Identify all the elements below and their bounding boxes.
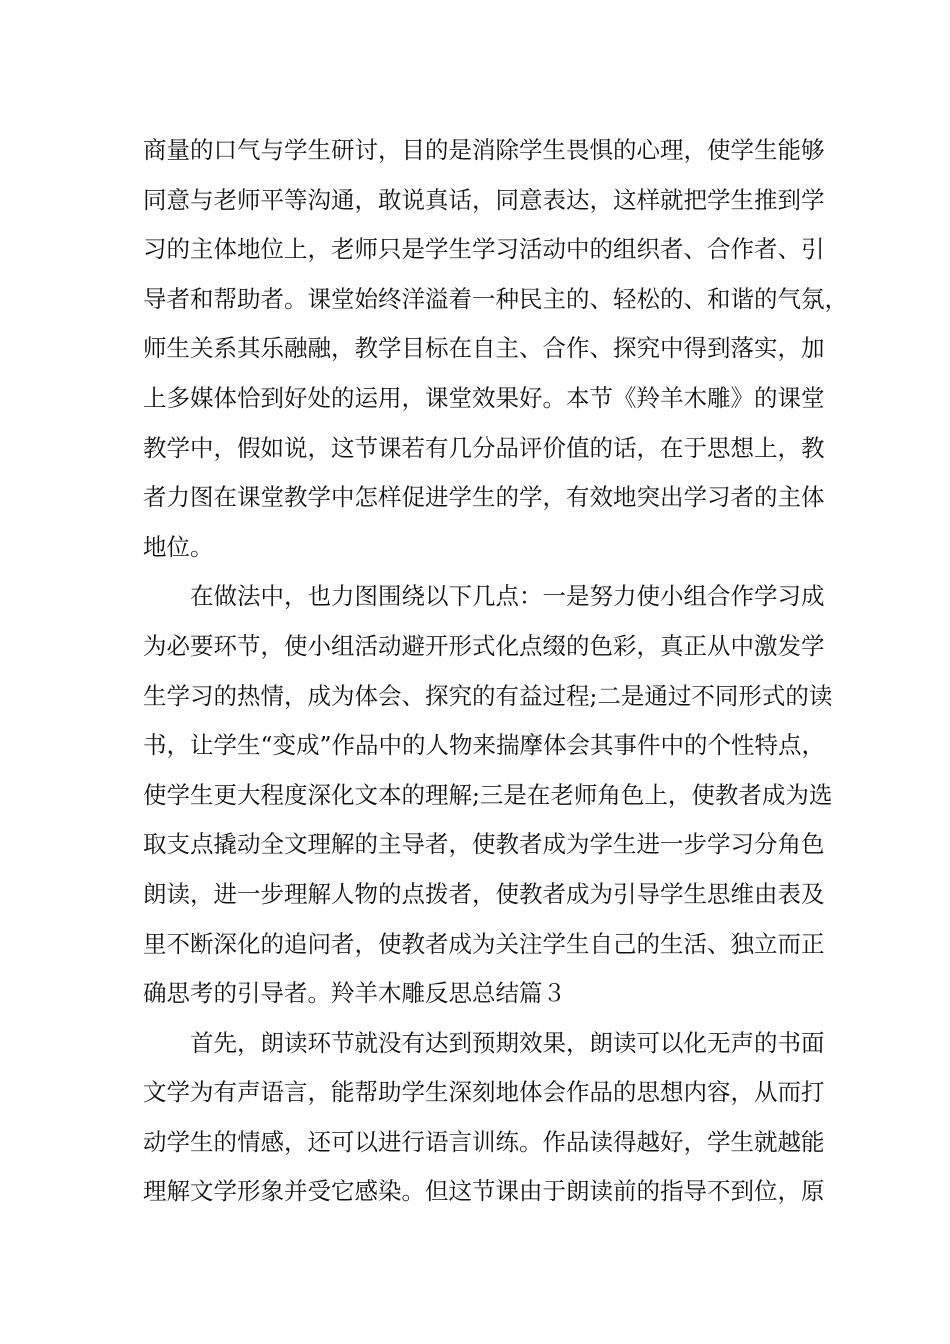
body-text <box>143 126 848 1217</box>
text-line: 里不断深化的追问者，使教者成为关注学生自己的生活、独立而正 <box>143 929 825 958</box>
text-line: 在做法中，也力图围绕以下几点：一是努力使小组合作学习成 <box>190 582 825 611</box>
text-line: 使学生更大程度深化文本的理解;三是在老师角色上，使教者成为选 <box>143 780 833 809</box>
text-line: 师生关系其乐融融，教学目标在自主、合作、探究中得到落实，加 <box>143 334 825 363</box>
text-line: 书，让学生“变成”作品中的人物来揣摩体会其事件中的个性特点， <box>143 731 826 760</box>
text-line: 动学生的情感，还可以进行语言训练。作品读得越好，学生就越能 <box>143 1127 825 1156</box>
text-line: 确思考的引导者。羚羊木雕反思总结篇３ <box>143 979 566 1008</box>
text-line: 取支点撬动全文理解的主导者，使教者成为学生进一步学习分角色 <box>143 830 825 859</box>
text-line: 者力图在课堂教学中怎样促进学生的学，有效地突出学习者的主体 <box>143 483 825 512</box>
text-line: 导者和帮助者。课堂始终洋溢着一种民主的、轻松的、和谐的气氛， <box>143 284 848 313</box>
paragraph-3 <box>143 1019 825 1217</box>
text-line: 习的主体地位上，老师只是学生学习活动中的组织者、合作者、引 <box>143 235 825 264</box>
text-line: 理解文学形象并受它感染。但这节课由于朗读前的指导不到位，原 <box>143 1177 825 1206</box>
text-line: 文学为有声语言，能帮助学生深刻地体会作品的思想内容，从而打 <box>143 1078 825 1107</box>
text-line: 朗读，进一步理解人物的点拨者，使教者成为引导学生思维由表及 <box>143 879 825 908</box>
text-line: 首先，朗读环节就没有达到预期效果，朗读可以化无声的书面 <box>190 1028 825 1057</box>
paragraph-1 <box>143 126 848 572</box>
text-line: 为必要环节，使小组活动避开形式化点缀的色彩，真正从中激发学 <box>143 631 825 660</box>
text-line: 生学习的热情，成为体会、探究的有益过程;二是通过不同形式的读 <box>143 681 833 710</box>
text-line: 上多媒体恰到好处的运用，课堂效果好。本节《羚羊木雕》的课堂 <box>143 383 825 412</box>
text-line: 地位。 <box>143 532 214 561</box>
text-line: 教学中，假如说，这节课若有几分品评价值的话，在于思想上，教 <box>143 433 825 462</box>
text-line: 商量的口气与学生研讨，目的是消除学生畏惧的心理，使学生能够 <box>143 136 825 164</box>
paragraph-2 <box>143 572 833 1018</box>
text-line: 同意与老师平等沟通，敢说真话，同意表达，这样就把学生推到学 <box>143 185 825 214</box>
